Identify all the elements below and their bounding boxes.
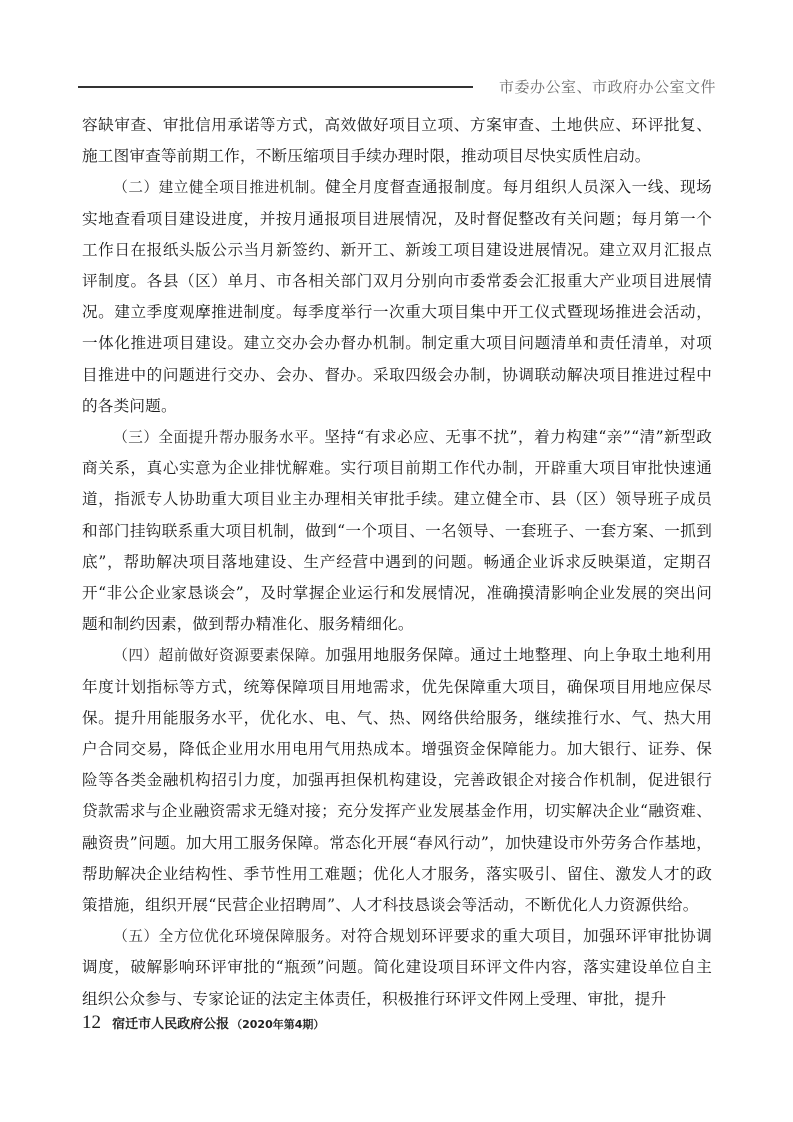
section-3-text: 坚持“有求必应、无事不扰”，着力构建“亲”“清”新型政商关系，真心实意为企业排忧解难。实行项目前期工作代办制，开辟重大项目审批快速通道，指派专人协助重大项目业主办理相关审批手续。建立健全市、县（区）领导班子成员和部门挂钩联系重大项目机制，做到“一个项目、一名领导、一套班子、一套方案、一抓到底”，帮助解决项目落地建设、生产经营中遇到的问题。畅通企业诉求反映渠道，定期召开“非公企业家恳谈会”，及时掌握企业运行和发展情况，准确摸清影响企业发展的突出问题和制约因素，做到帮办精准化、服务精细化。: [82, 428, 712, 634]
section-2-text: 健全月度督查通报制度。每月组织人员深入一线、现场实地查看项目建设进度，并按月通报项目进展情况，及时督促整改有关问题；每月第一个工作日在报纸头版公示当月新签约、新开工、新竣工项目建设进展情况。建立双月汇报点评制度。各县（区）单月、市各相关部门双月分别向市委常委会汇报重大产业项目进展情况。建立季度观摩推进制度。每季度举行一次重大项目集中开工仪式暨现场推进会活动，一体化推进项目建设。建立交办会办督办机制。制定重大项目问题清单和责任清单，对项目推进中的问题进行交办、会办、督办。采取四级会办制，协调联动解决项目推进过程中的各类问题。: [82, 178, 712, 415]
section-4-heading: （四）超前做好资源要素保障。: [113, 647, 326, 665]
paragraph-section-4: [82, 640, 712, 921]
section-5-heading: （五）全方位优化环境保障服务。: [113, 928, 341, 946]
page-footer: [82, 1012, 324, 1038]
header-title: 市委办公室、市政府办公室文件: [498, 78, 716, 96]
paragraph-section-3: [82, 422, 712, 640]
paragraph-continuation: 容缺审查、审批信用承诺等方式，高效做好项目立项、方案审查、土地供应、环评批复、施工图审查等前期工作，不断压缩项目手续办理时限，推动项目尽快实质性启动。: [82, 116, 712, 166]
section-3-heading: （三）全面提升帮办服务水平。: [113, 429, 325, 447]
header-rule: [78, 86, 473, 88]
section-4-text: 加强用地服务保障。通过土地整理、向上争取土地利用年度计划指标等方式，统筹保障项目用地需求，优先保障重大项目，确保项目用地应保尽保。提升用能服务水平，优化水、电、气、热、网络供给服务，继续推行水、气、热大用户合同交易，降低企业用水用电用气用热成本。增强资金保障能力。加大银行、证券、保险等各类金融机构招引力度，加强再担保机构建设，完善政银企对接合作机制，促进银行贷款需求与企业融资需求无缝对接；充分发挥产业发展基金作用，切实解决企业“融资难、融资贵”问题。加大用工服务保障。常态化开展“春风行动”，加快建设市外劳务合作基地，帮助解决企业结构性、季节性用工难题；优化人才服务，落实吸引、留住、激发人才的政策措施，组织开展“民营企业招聘周”、人才科技恳谈会等活动，不断优化人力资源供给。: [82, 646, 712, 915]
publication-name: 宿迁市人民政府公报: [112, 1017, 230, 1032]
issue-label: （2020年第4期）: [231, 1018, 325, 1031]
section-2-heading: （二）建立健全项目推进机制。: [113, 179, 326, 197]
page-number: 12: [82, 1012, 101, 1033]
document-body: [82, 110, 712, 1015]
paragraph-section-5: [82, 921, 712, 1015]
section-5-text: 对符合规划环评要求的重大项目，加强环评审批协调调度，破解影响环评审批的“瓶颈”问题。简化建设项目环评文件内容，落实建设单位自主组织公众参与、专家论证的法定主体责任，积极推行环评文件网上受理、审批，提升: [82, 927, 712, 1008]
paragraph-section-2: [82, 172, 712, 422]
page-header: [78, 76, 716, 98]
